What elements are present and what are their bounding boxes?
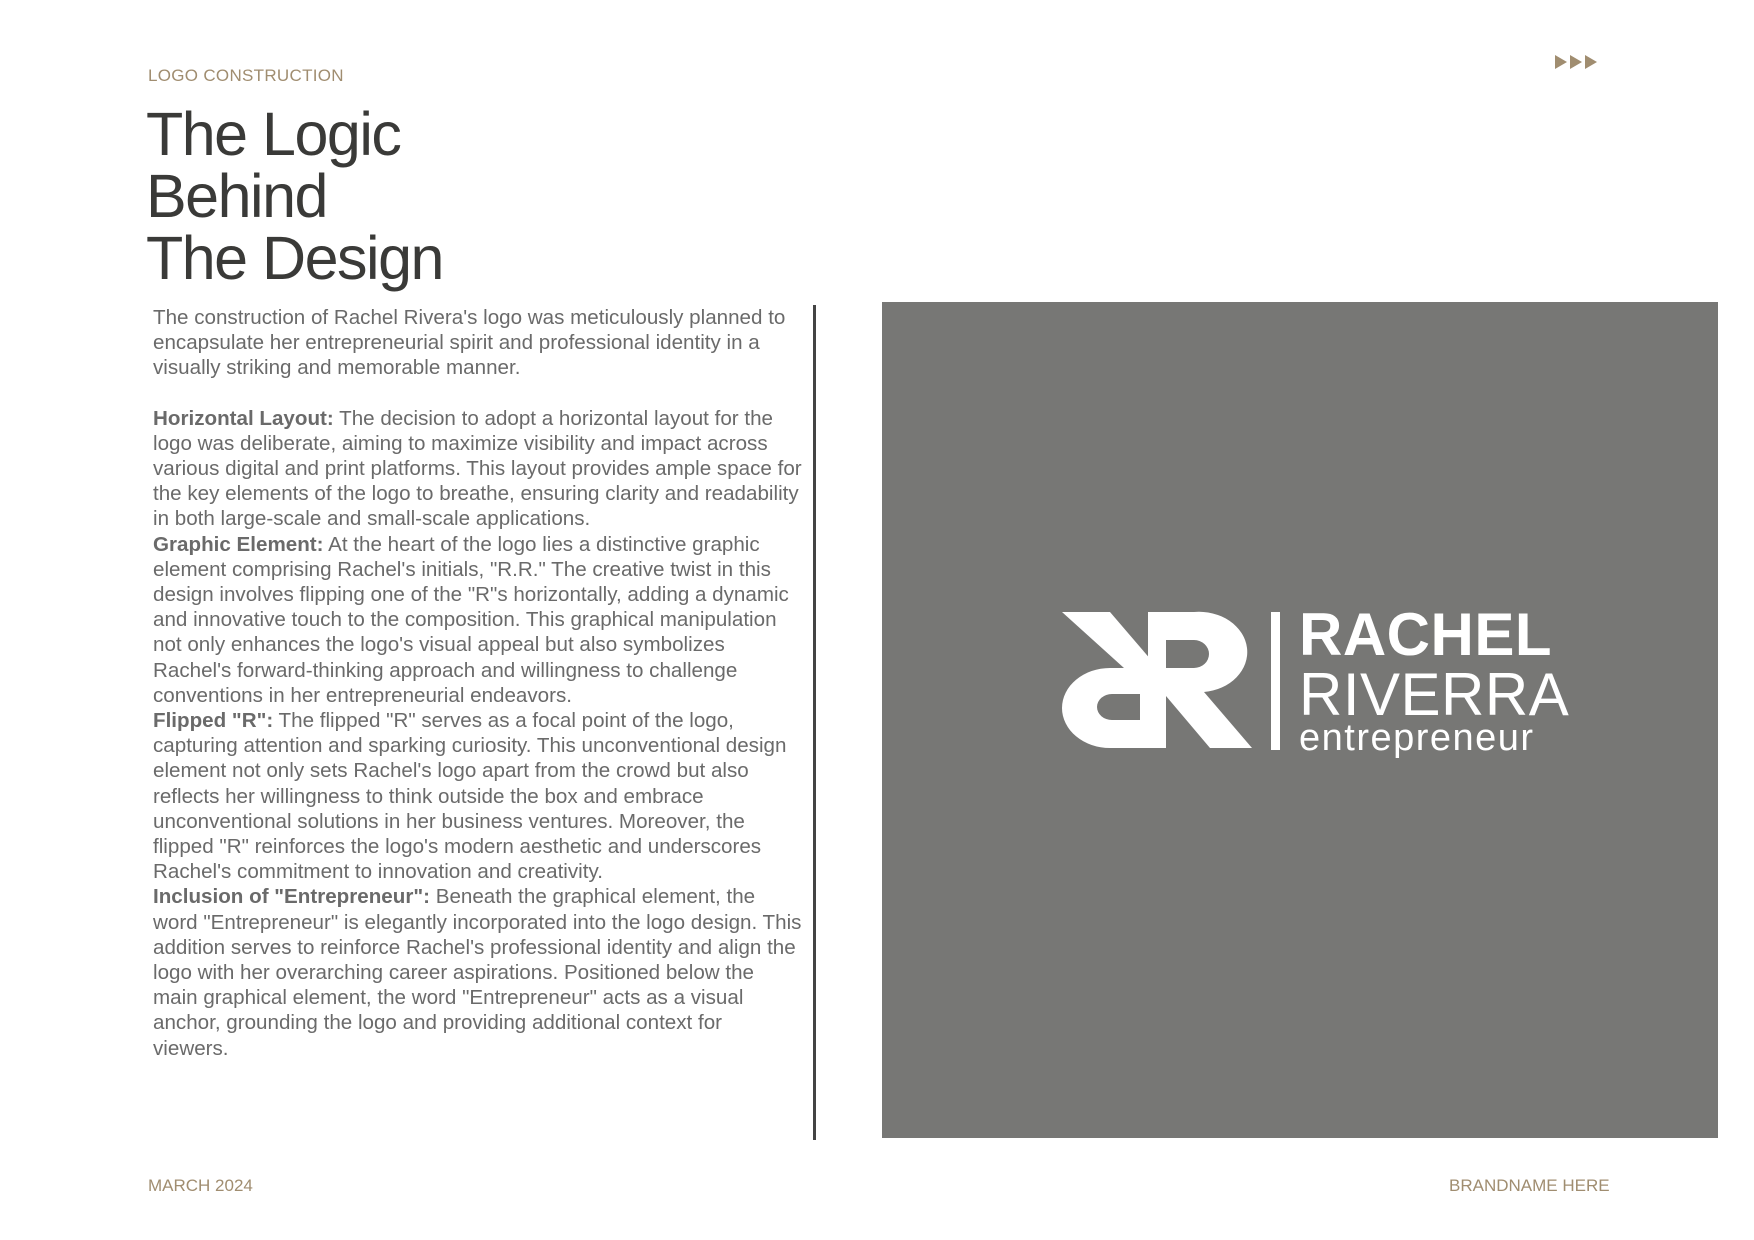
page-title (146, 100, 443, 292)
section-paragraph (153, 884, 803, 1060)
page-title-line: The Design (146, 224, 443, 292)
section-label: LOGO CONSTRUCTION (148, 66, 344, 85)
logo-divider-bar (1271, 612, 1280, 750)
section-paragraph (153, 708, 803, 884)
footer-brand: BRANDNAME HERE (1449, 1176, 1610, 1195)
logo-panel (882, 302, 1718, 1138)
section-text: The decision to adopt a horizontal layout for the logo was deliberate, aiming to maximize visibility and impact across various digital and print platforms. This layout provides ample space for the key elements of the logo to breathe, ensuring clarity and readability in both large-scale and small-scale applications. (153, 406, 802, 531)
section-paragraph (153, 406, 803, 532)
section-heading: Horizontal Layout: (153, 406, 334, 430)
body-text (153, 305, 803, 1061)
arrow-right-icon (1570, 55, 1582, 69)
rr-monogram-icon (1062, 610, 1252, 755)
section-paragraph (153, 532, 803, 708)
page-title-line: Behind (146, 162, 327, 230)
arrow-right-icon (1555, 55, 1567, 69)
section-heading: Graphic Element: (153, 532, 324, 556)
section-heading: Flipped "R": (153, 709, 274, 733)
section-text: Beneath the graphical element, the word "Entrepreneur" is elegantly incorporated into the logo design. This addition serves to reinforce Rachel's professional identity and align the logo with her overarching career aspirations. Positioned below the main graphical element, the word "Entrepreneur" acts as a visual anchor, grounding the logo and providing additional context for viewers. (153, 885, 802, 1060)
section-text: At the heart of the logo lies a distinctive graphic element comprising Rachel's initials, "R.R." The creative twist in this design involves flipping one of the "R"s horizontally, adding a dynamic and innovative touch to the composition. This graphical manipulation not only enhances the logo's visual appeal but also symbolizes Rachel's forward-thinking approach and willingness to challenge conventions in her entrepreneurial endeavors. (153, 532, 789, 707)
r-glyph (1148, 612, 1252, 748)
triple-arrow-right-icon[interactable] (1555, 55, 1597, 69)
vertical-divider (813, 305, 816, 1140)
section-text: The flipped "R" serves as a focal point of the logo, capturing attention and sparking curiosity. This unconventional design element not only sets Rachel's logo apart from the crowd but also reflects her willingness to think outside the box and embrace unconventional solutions in her business ventures. Moreover, the flipped "R" reinforces the logo's modern aesthetic and underscores Rachel's commitment to innovation and creativity. (153, 709, 787, 884)
flipped-r-glyph (1062, 612, 1158, 748)
logo-name-first: RACHEL (1299, 601, 1552, 668)
logo-tagline: entrepreneur (1299, 717, 1535, 759)
logo-name-last: RIVERRA (1299, 661, 1570, 728)
arrow-right-icon (1585, 55, 1597, 69)
footer-date: MARCH 2024 (148, 1176, 253, 1195)
intro-paragraph: The construction of Rachel Rivera's logo was meticulously planned to encapsulate her entrepreneurial spirit and professional identity in a visually striking and memorable manner. (153, 306, 786, 380)
page-title-line: The Logic (146, 100, 401, 168)
section-heading: Inclusion of "Entrepreneur": (153, 885, 430, 909)
